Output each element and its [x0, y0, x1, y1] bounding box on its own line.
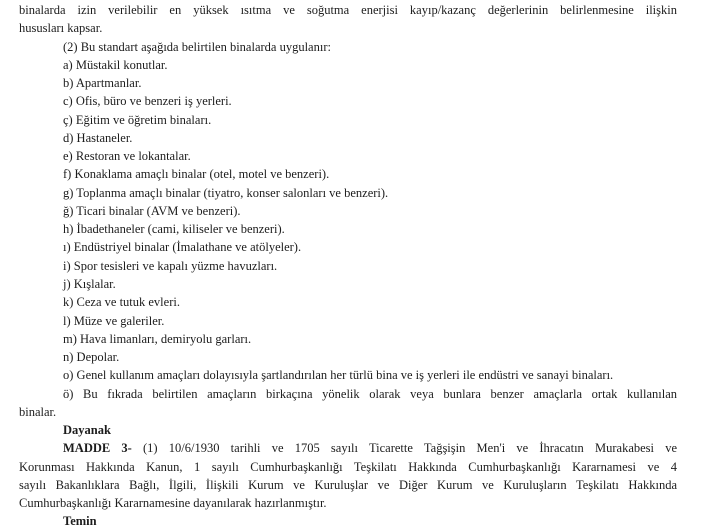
list-item-line: ç) Eğitim ve öğretim binaları.	[63, 112, 212, 127]
text-line: hususları kapsar.	[19, 21, 103, 36]
text-line: (2) Bu standart aşağıda belirtilen binalarda uygulanır:	[63, 39, 331, 54]
article-line	[19, 439, 677, 457]
text-line: sayılı Bakanlıklara Bağlı, İlgili, İlişkili Kurum ve Kuruluşlar ve Diğer Kurum ve Kuruluşların Teşkilatı Hakkında	[19, 477, 677, 492]
list-item-line: i) Spor tesisleri ve kapalı yüzme havuzları.	[63, 258, 278, 273]
list-item-line: g) Toplanma amaçlı binalar (tiyatro, konser salonları ve benzeri).	[63, 185, 389, 200]
list-item-line: c) Ofis, büro ve benzeri iş yerleri.	[63, 94, 232, 109]
document-body	[19, 1, 677, 531]
list-item-line: h) İbadethaneler (cami, kiliseler ve benzeri).	[63, 222, 285, 237]
list-item-line: d) Hastaneler.	[63, 130, 133, 145]
list-item-line: f) Konaklama amaçlı binalar (otel, motel ve benzeri).	[63, 167, 330, 182]
list-item-line: m) Hava limanları, demiryolu garları.	[63, 331, 252, 346]
list-item-line: b) Apartmanlar.	[63, 76, 142, 91]
list-item-line: ğ) Ticari binalar (AVM ve benzeri).	[63, 203, 241, 218]
article-number: MADDE 3-	[63, 441, 132, 456]
list-item-line: ö) Bu fıkrada belirtilen amaçların birkaçına yönelik olarak veya bunlara benzer amaçlarla ortak kullanılan	[63, 386, 677, 401]
list-item-line: e) Restoran ve lokantalar.	[63, 149, 191, 164]
list-item-line: n) Depolar.	[63, 350, 120, 365]
section-heading: Dayanak	[63, 423, 111, 438]
list-item-line: ı) Endüstriyel binalar (İmalathane ve atölyeler).	[63, 240, 302, 255]
text-line: Korunması Hakkında Kanun, 1 sayılı Cumhurbaşkanlığı Teşkilatı Hakkında Cumhurbaşkanlığı Kararnamesi ve 4	[19, 459, 677, 474]
list-item-line: o) Genel kullanım amaçları dolayısıyla şartlandırılan her türlü bina ve iş yerleri ile endüstri ve sanayi binaları.	[63, 368, 614, 383]
article-text: (1) 10/6/1930 tarihli ve 1705 sayılı Ticarette Tağşişin Men'i ve İhracatın Murakabesi ve	[131, 441, 677, 456]
list-item-line: j) Kışlalar.	[63, 276, 116, 291]
text-line: binalar.	[19, 404, 57, 419]
list-item-line: l) Müze ve galeriler.	[63, 313, 165, 328]
section-heading: Temin	[63, 514, 97, 529]
list-item-line: k) Ceza ve tutuk evleri.	[63, 295, 180, 310]
text-line: Cumhurbaşkanlığı Kararnamesine dayanılarak hazırlanmıştır.	[19, 496, 327, 511]
list-item-line: a) Müstakil konutlar.	[63, 57, 168, 72]
text-line: binalarda izin verilebilir en yüksek ısıtma ve soğutma enerjisi kayıp/kazanç değerlerinin belirlenmesine ilişkin	[19, 3, 677, 17]
